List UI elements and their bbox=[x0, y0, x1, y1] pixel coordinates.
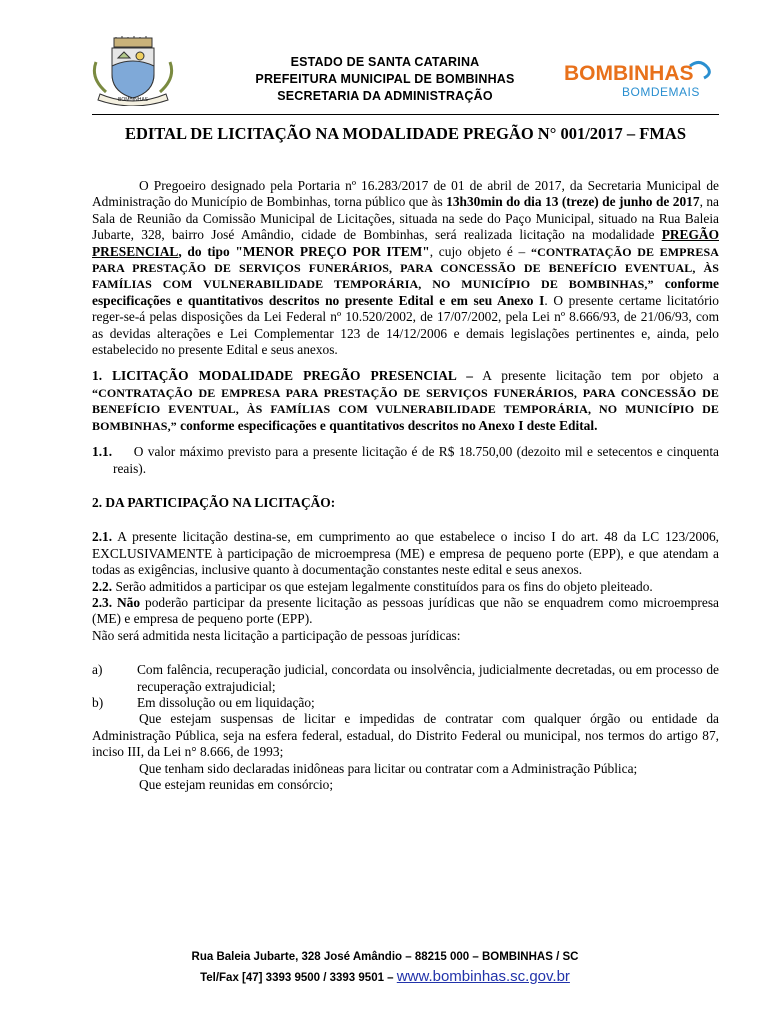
bombinhas-brand-logo bbox=[562, 56, 732, 102]
intro-type: , do tipo "MENOR PREÇO POR ITEM" bbox=[178, 243, 430, 259]
clause-1-1-number: 1.1. bbox=[92, 444, 113, 460]
footer-website-link[interactable]: www.bombinhas.sc.gov.br bbox=[396, 968, 570, 985]
section-1-heading: 1. LICITAÇÃO MODALIDADE PREGÃO PRESENCIAL – bbox=[92, 368, 473, 384]
clause-2-1 bbox=[92, 529, 719, 578]
header-secretariat: SECRETARIA DA ADMINISTRAÇÃO bbox=[277, 89, 493, 103]
list-item bbox=[92, 695, 719, 711]
section-1-text: A presente licitação tem por objeto a bbox=[472, 368, 720, 384]
list-item-text-b: Em dissolução ou em liquidação; bbox=[137, 694, 315, 710]
municipal-crest-logo bbox=[90, 36, 176, 106]
intro-modality: PREGÃO PRESENCIAL bbox=[92, 227, 719, 259]
page-footer bbox=[0, 947, 770, 988]
list-item-e: Que estejam reunidas em consórcio; bbox=[139, 777, 334, 792]
clause-2-3-negation: Não bbox=[112, 594, 141, 610]
clause-2-2-number: 2.2. bbox=[92, 578, 113, 594]
document-body bbox=[92, 178, 719, 793]
intro-paragraph bbox=[92, 178, 719, 358]
header-divider bbox=[92, 114, 719, 115]
clause-2-3-exclusions-intro: Não será admitida nesta licitação a participação de pessoas jurídicas: bbox=[92, 627, 461, 643]
intro-text-4: . O presente certame licitatório reger-se-á pelas disposições da Lei Federal nº 10.520/2002, de 17/07/2002, pela Lei nº 8.666/93, de 21/06/93, com as devidas alterações e Lei Complementar 123 de 14/12/2006 e demais legislações pertinentes e, ainda, pelo estabelecido no presente Edital e seus anexos. bbox=[92, 292, 719, 358]
intro-date: 13h30min do dia 13 (treze) de junho de 2017 bbox=[446, 194, 700, 210]
document-title: EDITAL DE LICITAÇÃO NA MODALIDADE PREGÃO N° 001/2017 – FMAS bbox=[124, 124, 687, 143]
section-1-object: “CONTRATAÇÃO DE EMPRESA PARA PRESTAÇÃO DE SERVIÇOS FUNERÁRIOS, PARA CONCESSÃO DE BENEFÍCIO EVENTUAL, ÀS FAMÍLIAS COM VULNERABILIDADE TEMPORÁRIA, NO MUNICÍPIO DE BOMBINHAS,” bbox=[92, 385, 719, 433]
list-item bbox=[92, 662, 719, 695]
clause-2-3 bbox=[92, 595, 719, 628]
clause-2-1-text: A presente licitação destina-se, em cumprimento ao que estabelece o inciso I do art. 48 da LC 123/2006, EXCLUSIVAMENTE à participação de microempresa (ME) e empresa de pequeno porte (EPP), e que atendam a todas as exigências, inclusive quanto à documentação constantes neste edital e seus anexos. bbox=[92, 529, 719, 578]
footer-contact bbox=[0, 967, 770, 988]
header-prefecture: PREFEITURA MUNICIPAL DE BOMBINHAS bbox=[255, 72, 515, 86]
brand-sub-text: BOMDEMAIS bbox=[622, 85, 700, 99]
header-state: ESTADO DE SANTA CATARINA bbox=[290, 55, 480, 69]
intro-object: “CONTRATAÇÃO DE EMPRESA PARA PRESTAÇÃO DE SERVIÇOS FUNERÁRIOS, PARA CONCESSÃO DE BENEFÍCIO EVENTUAL, ÀS FAMÍLIAS COM VULNERABILIDADE TEMPORÁRIA, NO MUNICÍPIO DE BOMBINHAS,” bbox=[92, 244, 719, 292]
section-1-specs: conforme especificações e quantitativos descritos no Anexo I deste Edital. bbox=[176, 417, 598, 433]
clause-2-1-number: 2.1. bbox=[92, 529, 113, 545]
section-2-heading-line bbox=[92, 495, 719, 511]
intro-text-1: O Pregoeiro designado pela Portaria nº 16.283/2017 de 01 de abril de 2017, da Secretaria Municipal de Administração do Município de Bombinhas, torna público que às bbox=[92, 178, 719, 210]
footer-address: Rua Baleia Jubarte, 328 José Amândio – 88215 000 – BOMBINHAS / SC bbox=[191, 951, 579, 963]
clause-1-1 bbox=[92, 444, 719, 477]
clause-2-2 bbox=[92, 579, 719, 595]
crest-ribbon-text: BOMBINHAS bbox=[117, 97, 149, 103]
clause-2-2-text: Serão admitidos a participar os que estejam legalmente constituídos para os fins do objeto pleiteado. bbox=[112, 578, 653, 594]
clause-2-3-text: poderão participar da presente licitação as pessoas jurídicas que não se enquadrem como microempresa (ME) e empresa de pequeno porte (EPP). bbox=[92, 594, 719, 627]
intro-specs: conforme especificações e quantitativos descritos no presente Edital e em seu Anexo I bbox=[92, 276, 719, 308]
intro-text-2: , na Sala de Reunião da Comissão Municipal de Licitações, situada na sede do Paço Municipal, situado na Rua Baleia Jubarte, 328, bairro José Amândio, cidade de Bombinhas, será realizada licitação na modalidade bbox=[92, 194, 719, 243]
list-item-key-b: b) bbox=[92, 694, 104, 710]
list-item-d: Que tenham sido declaradas inidôneas para licitar ou contratar com a Administração Pública; bbox=[139, 760, 638, 776]
clause-2-3-number: 2.3. bbox=[92, 594, 113, 610]
list-item-c: Que estejam suspensas de licitar e impedidas de contratar com qualquer órgão ou entidade da Administração Pública, seja na esfera federal, estadual, do Distrito Federal ou municipal, nos termos do artigo 87, inciso III, da Lei n° 8.666, de 1993; bbox=[92, 711, 719, 760]
section-2-heading: 2. DA PARTICIPAÇÃO NA LICITAÇÃO: bbox=[92, 494, 336, 510]
brand-main-text: BOMBINHAS bbox=[564, 62, 694, 85]
list-item-key-a: a) bbox=[92, 662, 103, 678]
header-block bbox=[200, 54, 570, 105]
intro-text-3: , cujo objeto é – bbox=[429, 243, 531, 259]
clause-1-1-text: O valor máximo previsto para a presente licitação é de R$ 18.750,00 (dezoito mil e setecentos e cinquenta reais). bbox=[113, 444, 719, 476]
section-1-paragraph bbox=[92, 368, 719, 434]
footer-phone: Tel/Fax [47] 3393 9500 / 3393 9501 – bbox=[200, 972, 397, 984]
list-item-text-a: Com falência, recuperação judicial, concordata ou insolvência, judicialmente decretadas, ou em processo de recuperação extrajudicial; bbox=[137, 662, 719, 694]
